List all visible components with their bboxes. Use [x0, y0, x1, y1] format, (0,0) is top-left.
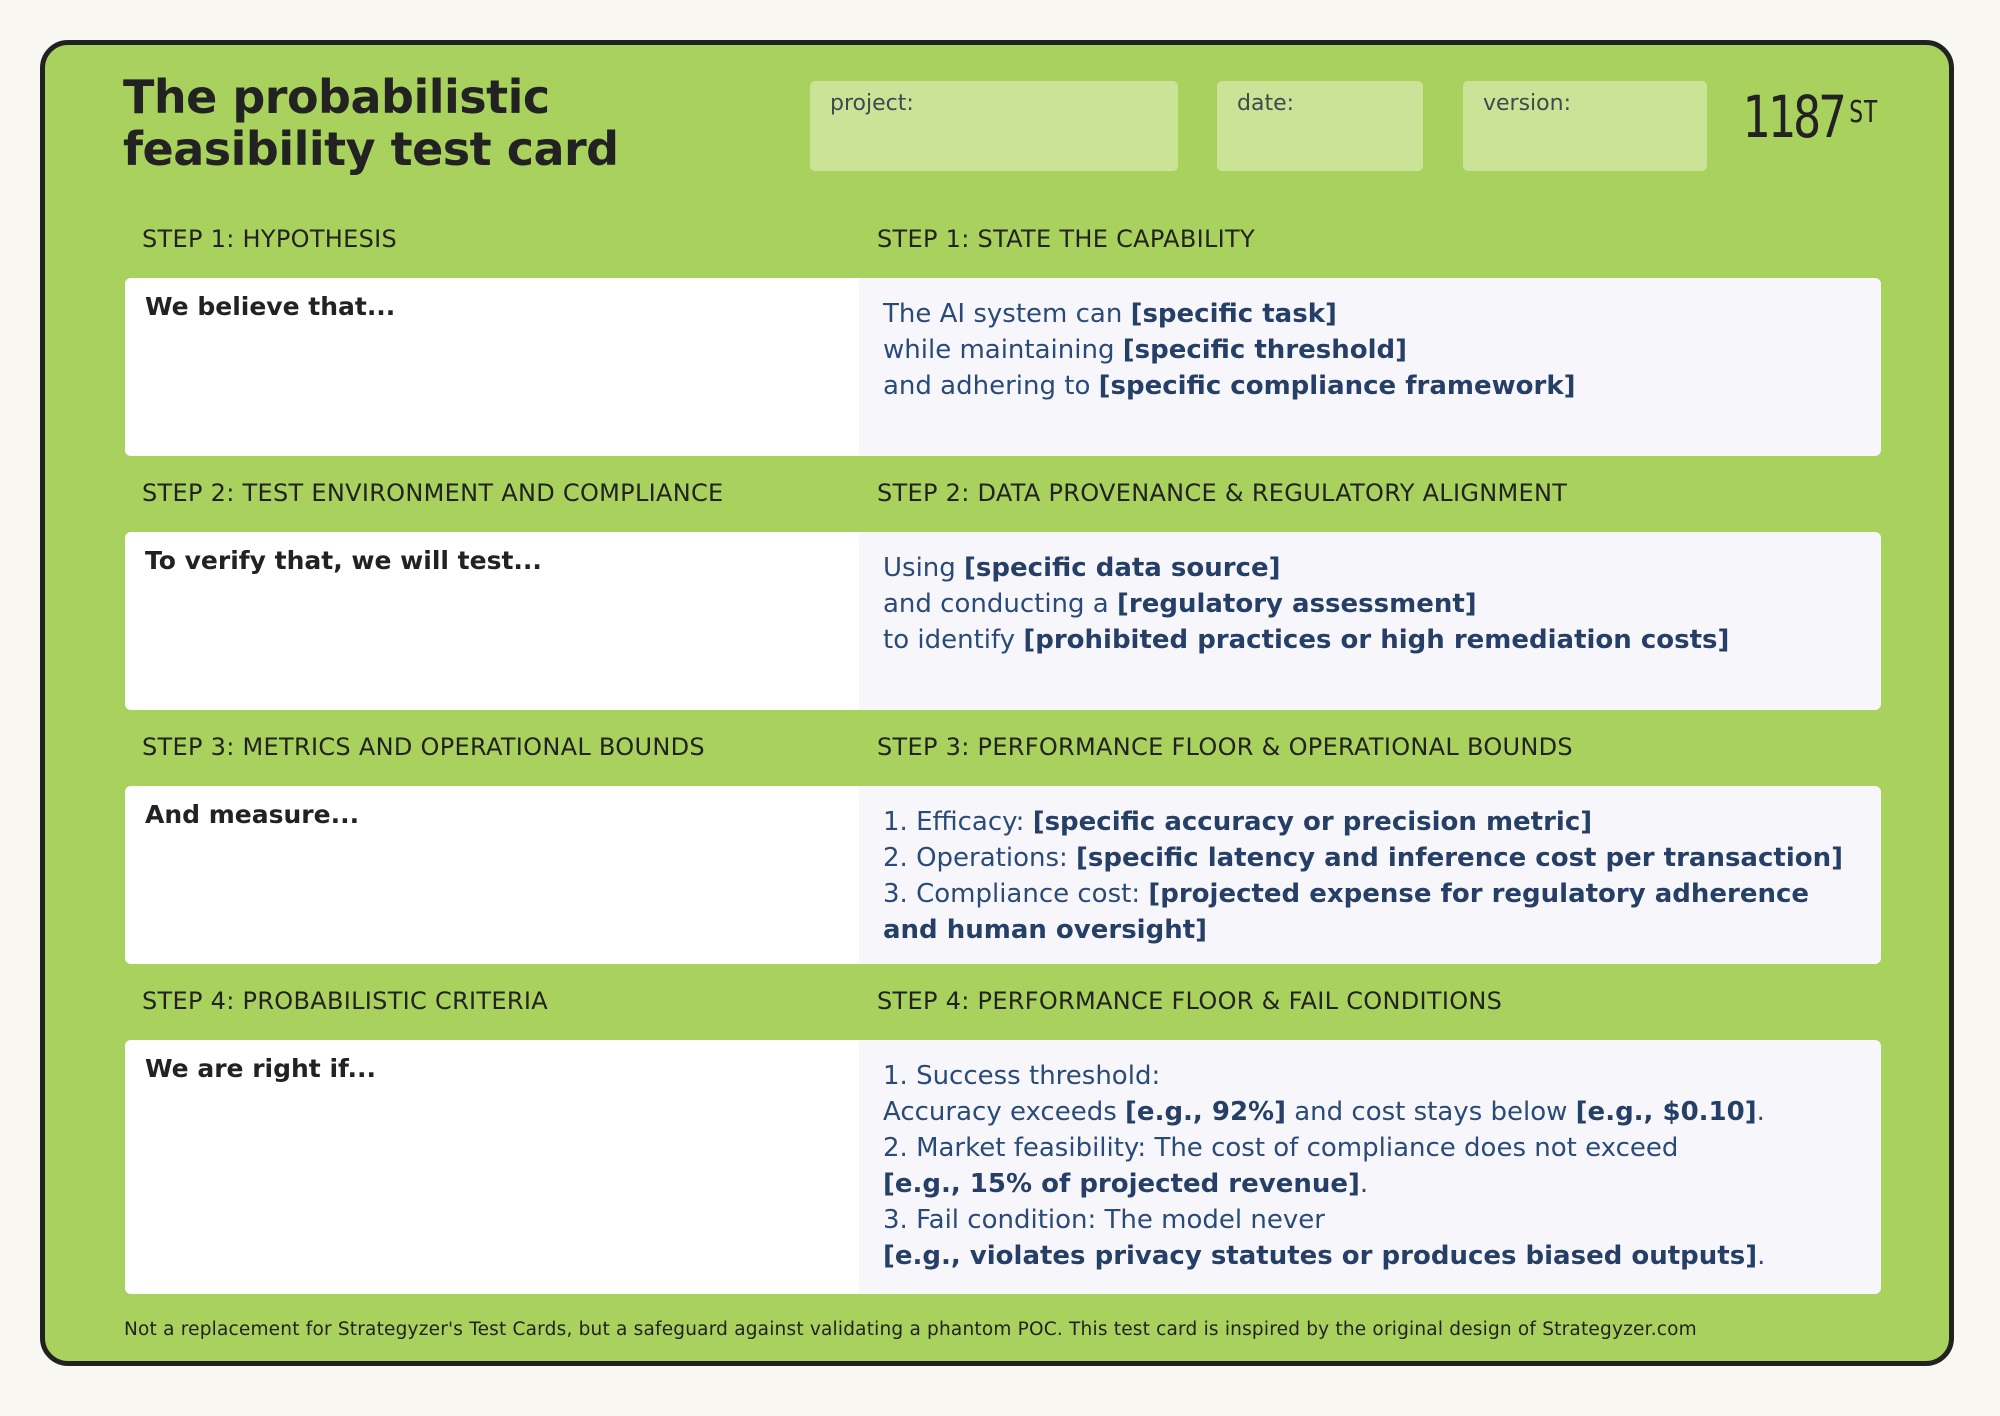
placeholder-text: [e.g., 92%] — [1125, 1097, 1286, 1127]
step-1-left-label: STEP 1: HYPOTHESIS — [142, 225, 398, 253]
placeholder-text: [specific compliance framework] — [1098, 371, 1576, 401]
description-text: The AI system can — [883, 299, 1131, 329]
step-3-description — [883, 804, 1843, 948]
date-field[interactable] — [1217, 81, 1423, 171]
placeholder-text: [specific accuracy or precision metric] — [1032, 807, 1593, 837]
step-2-left-label: STEP 2: TEST ENVIRONMENT AND COMPLIANCE — [142, 479, 724, 507]
description-text: 1. Success threshold: — [883, 1061, 1161, 1091]
description-text: and cost stays below — [1285, 1097, 1576, 1127]
description-line — [883, 1238, 1765, 1274]
description-line — [883, 550, 1729, 586]
step-4-panel — [125, 1040, 1881, 1294]
description-line — [883, 332, 1576, 368]
description-line — [883, 1094, 1765, 1130]
description-text: 2. Market feasibility: The cost of compliance does not exceed — [883, 1133, 1679, 1163]
description-text: . — [1757, 1241, 1766, 1271]
step-1-panel — [125, 278, 1881, 456]
step-1-description — [883, 296, 1576, 404]
logo-superscript: ST — [1848, 95, 1878, 130]
step-4-prompt: We are right if... — [145, 1054, 377, 1083]
version-label: version: — [1483, 91, 1571, 116]
description-text: . — [1359, 1169, 1369, 1199]
step-3-prompt: And measure... — [145, 800, 360, 829]
placeholder-text: [projected expense for regulatory adherence — [1148, 879, 1810, 909]
step-4-right-label: STEP 4: PERFORMANCE FLOOR & FAIL CONDITIONS — [877, 987, 1503, 1015]
placeholder-text: [specific latency and inference cost per transaction] — [1076, 843, 1843, 873]
description-text: . — [1756, 1097, 1765, 1127]
placeholder-text: [e.g., 15% of projected revenue] — [883, 1169, 1360, 1199]
description-text: to identify — [883, 625, 1024, 655]
project-field[interactable] — [810, 81, 1178, 171]
description-text: 3. Fail condition: The model never — [883, 1205, 1325, 1235]
step-2-panel — [125, 532, 1881, 710]
description-text: Accuracy exceeds — [883, 1097, 1126, 1127]
description-line — [883, 296, 1576, 332]
logo-number: 1187 — [1742, 83, 1845, 151]
step-3-right-label: STEP 3: PERFORMANCE FLOOR & OPERATIONAL BOUNDS — [877, 733, 1573, 761]
test-card — [40, 40, 1954, 1366]
step-2-prompt: To verify that, we will test... — [145, 546, 542, 575]
description-line — [883, 912, 1843, 948]
description-line — [883, 368, 1576, 404]
placeholder-text: [specific data source] — [964, 553, 1281, 583]
footer-note: Not a replacement for Strategyzer's Test Cards, but a safeguard against validating a phantom POC. This test card is inspired by the original design of Strategyzer.com — [124, 1319, 1697, 1340]
placeholder-text: [specific task] — [1130, 299, 1337, 329]
placeholder-text: [regulatory assessment] — [1117, 589, 1477, 619]
card-title — [123, 71, 619, 175]
description-text: and adhering to — [883, 371, 1099, 401]
step-2-right-label: STEP 2: DATA PROVENANCE & REGULATORY ALIGNMENT — [877, 479, 1568, 507]
step-4-left-label: STEP 4: PROBABILISTIC CRITERIA — [142, 987, 548, 1015]
date-label: date: — [1237, 91, 1295, 116]
description-line — [883, 1202, 1765, 1238]
step-1-right-label: STEP 1: STATE THE CAPABILITY — [877, 225, 1255, 253]
card-title-line-1: The probabilistic — [123, 70, 550, 124]
placeholder-text: [e.g., violates privacy statutes or produces biased outputs] — [883, 1241, 1758, 1271]
description-line — [883, 804, 1843, 840]
brand-logo — [1742, 83, 1878, 151]
step-3-panel — [125, 786, 1881, 964]
step-4-description — [883, 1058, 1765, 1274]
step-3-left-label: STEP 3: METRICS AND OPERATIONAL BOUNDS — [142, 733, 705, 761]
description-text: 2. Operations: — [883, 843, 1077, 873]
placeholder-text: [prohibited practices or high remediation costs] — [1023, 625, 1730, 655]
placeholder-text: [specific threshold] — [1122, 335, 1408, 365]
description-text: Using — [883, 553, 965, 583]
description-text: 1. Efficacy: — [883, 807, 1033, 837]
description-line — [883, 1166, 1765, 1202]
description-text: and conducting a — [883, 589, 1117, 619]
step-1-prompt: We believe that... — [145, 292, 396, 321]
description-line — [883, 1130, 1765, 1166]
version-field[interactable] — [1463, 81, 1707, 171]
card-title-line-2: feasibility test card — [123, 122, 619, 176]
description-line — [883, 1058, 1765, 1094]
description-text: while maintaining — [883, 335, 1123, 365]
step-2-description — [883, 550, 1729, 658]
description-line — [883, 840, 1843, 876]
description-text: 3. Compliance cost: — [883, 879, 1149, 909]
description-line — [883, 586, 1729, 622]
description-line — [883, 876, 1843, 912]
project-label: project: — [830, 91, 914, 116]
placeholder-text: and human oversight] — [883, 915, 1208, 945]
placeholder-text: [e.g., $0.10] — [1575, 1097, 1757, 1127]
description-line — [883, 622, 1729, 658]
